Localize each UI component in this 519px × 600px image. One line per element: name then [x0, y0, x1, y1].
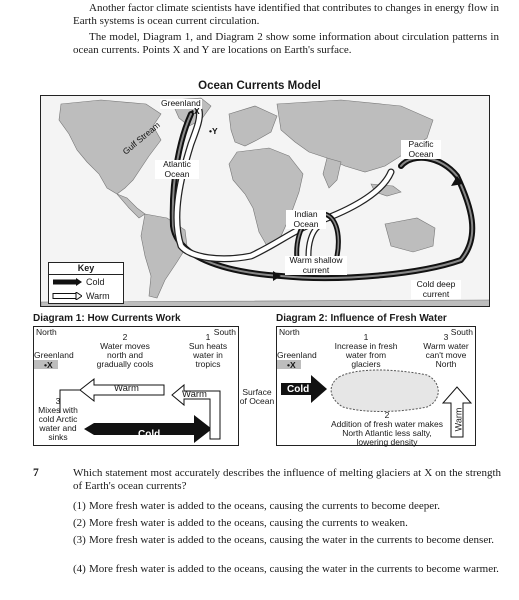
answer-option-3[interactable] [73, 534, 501, 547]
key-cold-label: Cold [86, 277, 105, 287]
diagram2-step1: 1 Increase in fresh water from glaciers [334, 332, 398, 369]
diagram2-point-x: •X [287, 360, 296, 370]
diagram2-title: Diagram 2: Influence of Fresh Water [276, 313, 447, 324]
greenland-label: Greenland [161, 98, 201, 108]
gulf-stream-label: Gulf Stream [120, 119, 162, 157]
map-key [48, 262, 124, 304]
cold-swatch-icon [52, 278, 82, 286]
option-text: More fresh water is added to the oceans, causing the water in the currents to become warmer. [89, 563, 499, 575]
diagram2-step3: 3 Warm water can't move North [423, 332, 469, 369]
diagram2-south: South [450, 327, 473, 337]
option-number: (1) [73, 500, 86, 512]
diagram1-cold-label: Cold [138, 429, 161, 440]
diagram1-warm-label-1: Warm [114, 383, 139, 394]
option-text: More fresh water is added to the oceans, causing the currents to weaken. [89, 517, 408, 529]
option-number: (3) [73, 534, 86, 546]
point-y-label: •Y [209, 126, 218, 136]
diagram2-step2: 2 Addition of fresh water makes North Atlantic less salty, lowering density [331, 410, 443, 447]
diagram1-point-x: •X [44, 360, 53, 370]
diagram2-box [276, 326, 476, 446]
warm-shallow-current-label: Warm shallow current [285, 256, 347, 275]
diagram1-south: South [213, 327, 236, 337]
cold-deep-current-label: Cold deep current [411, 280, 461, 299]
key-warm-label: Warm [86, 291, 110, 301]
answer-option-1[interactable] [73, 500, 501, 513]
surface-of-ocean-label: Surface of Ocean [239, 387, 275, 406]
warm-swatch-icon [52, 292, 82, 300]
option-number: (4) [73, 563, 86, 575]
key-row-cold [49, 275, 123, 289]
indian-ocean-label: Indian Ocean [286, 210, 326, 229]
pacific-ocean-label: Pacific Ocean [401, 140, 441, 159]
option-text: More fresh water is added to the oceans, causing the water in the currents to become denser. [89, 534, 495, 546]
diagram1-greenland: Greenland [34, 350, 74, 360]
question-number: 7 [33, 467, 39, 479]
diagram1-warm-label-2: Warm [182, 389, 207, 400]
intro-paragraph-2: The model, Diagram 1, and Diagram 2 show some information about circulation patterns in ocean currents. Points X and Y are locations on Earth's surface. [73, 31, 499, 56]
diagram1-step3: 3 Mixes with cold Arctic water and sinks [38, 396, 78, 442]
diagram2-greenland: Greenland [277, 350, 317, 360]
diagram2-cold-label: Cold [287, 384, 310, 395]
key-title: Key [49, 263, 123, 275]
answer-option-2[interactable] [73, 517, 501, 530]
diagram1-step2: 2 Water moves north and gradually cools [96, 332, 154, 369]
option-number: (2) [73, 517, 86, 529]
atlantic-ocean-label: Atlantic Ocean [155, 160, 199, 179]
diagram1-step1: 1 Sun heats water in tropics [188, 332, 228, 369]
diagram2-north: North [279, 327, 300, 337]
diagram2-warm-label: Warm [453, 407, 464, 432]
diagram1-box [33, 326, 239, 446]
map-title: Ocean Currents Model [198, 80, 321, 92]
question-stem: Which statement most accurately describes the influence of melting glaciers at X on the strength of Earth's ocean currents? [73, 467, 501, 492]
point-x-label: •X [191, 106, 200, 116]
intro-paragraph-1: Another factor climate scientists have identified that contributes to changes in energy flow in Earth systems is ocean current circulation. [73, 2, 499, 27]
diagram1-title: Diagram 1: How Currents Work [33, 313, 181, 324]
option-text: More fresh water is added to the oceans, causing the currents to become deeper. [89, 500, 440, 512]
diagram1-north: North [36, 327, 57, 337]
answer-option-4[interactable] [73, 563, 501, 576]
key-row-warm [49, 289, 123, 303]
